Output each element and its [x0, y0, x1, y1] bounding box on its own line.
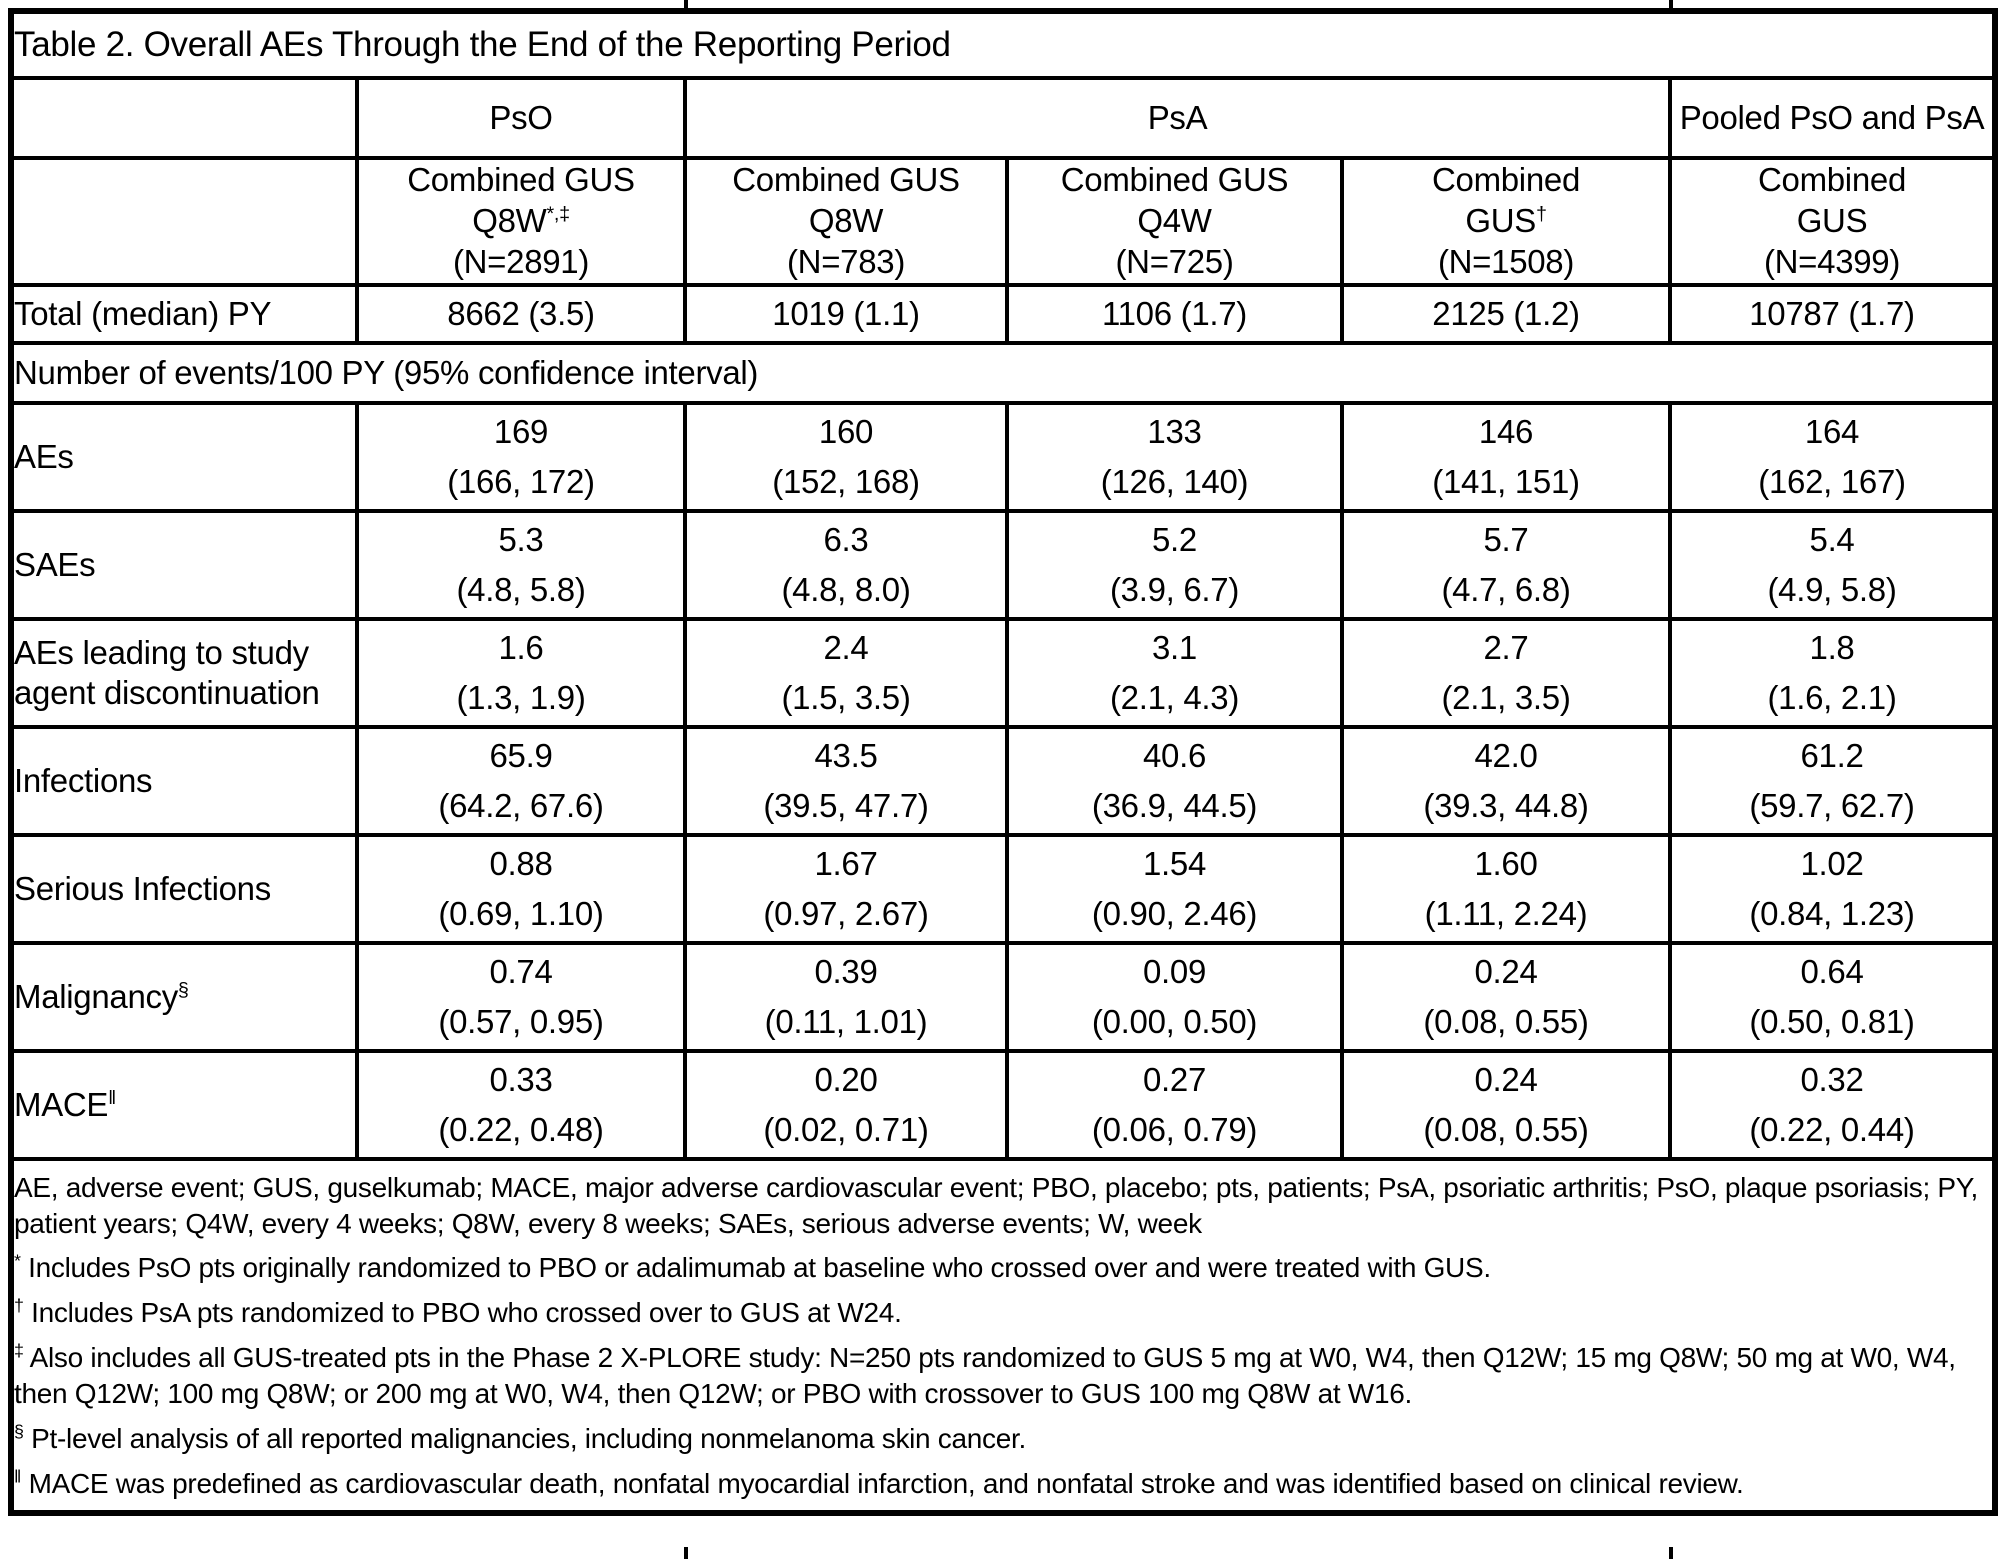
estimate: 2.4: [823, 629, 869, 667]
footnote-marker: ‡: [14, 1340, 24, 1361]
footnote-marker: §: [177, 978, 189, 1001]
row-label-total-py: Total (median) PY: [11, 285, 357, 343]
footnote-double-bar: ‖ MACE was predefined as cardiovascular death, nonfatal myocardial infarction, and nonfatal stroke and was identified based on clinical review.: [14, 1466, 1744, 1499]
col-header-pooled-combined: [1670, 158, 1995, 285]
footnote-double-dagger: ‡ Also includes all GUS-treated pts in the Phase 2 X-PLORE study: N=250 pts randomized to GUS 5 mg at W0, W4, then Q12W; 15 mg Q8W; 50 mg at W0, W4, then Q12W; 100 mg Q8W; or 200 mg at W0, W4, then Q12W; or PBO with crossover to GUS 100 mg Q8W at W16.: [14, 1340, 1956, 1409]
confidence-interval: (0.08, 0.55): [1423, 1002, 1589, 1040]
confidence-interval: (0.69, 1.10): [438, 894, 604, 932]
cell-value: [1342, 403, 1670, 511]
estimate: 164: [1804, 413, 1860, 451]
cell-value: [1342, 511, 1670, 619]
cell-value: [1342, 727, 1670, 835]
cell-value: [685, 943, 1007, 1051]
col-header-n: (N=1508): [1437, 242, 1575, 280]
cell-total-py: 8662 (3.5): [357, 285, 685, 343]
cell-value: [685, 727, 1007, 835]
footnote-marker: ‖: [108, 1086, 117, 1109]
estimate: 0.88: [489, 845, 553, 883]
row-label-serious-infections: Serious Infections: [11, 835, 357, 943]
cell-value: [685, 835, 1007, 943]
cell-value: [1342, 1051, 1670, 1159]
confidence-interval: (39.3, 44.8): [1423, 786, 1589, 824]
table-row-malignancy: [11, 943, 1995, 1051]
cell-value: [1342, 943, 1670, 1051]
overall-aes-table: [8, 8, 1998, 1516]
col-header-line2: Q4W: [1137, 201, 1212, 239]
confidence-interval: (162, 167): [1758, 462, 1906, 500]
confidence-interval: (0.22, 0.48): [438, 1110, 604, 1148]
cell-value: [1670, 511, 1995, 619]
table-title-row: [11, 11, 1995, 78]
confidence-interval: (141, 151): [1432, 462, 1580, 500]
footnotes-row: [11, 1159, 1995, 1514]
estimate: 0.39: [814, 953, 878, 991]
corner-cell-blank: [11, 78, 357, 158]
crop-artifact-tick: [684, 1547, 688, 1559]
table-row-aes-discontinuation: [11, 619, 1995, 727]
col-header-n: (N=2891): [452, 242, 590, 280]
cell-value: [1670, 727, 1995, 835]
confidence-interval: (59.7, 62.7): [1749, 786, 1915, 824]
cell-value: [1670, 403, 1995, 511]
confidence-interval: (0.84, 1.23): [1749, 894, 1915, 932]
estimate: 0.20: [814, 1061, 878, 1099]
cell-value: [1007, 619, 1342, 727]
table-row-aes: [11, 403, 1995, 511]
col-header-line1: Combined GUS: [407, 161, 635, 198]
cell-value: [1342, 835, 1670, 943]
confidence-interval: (0.11, 1.01): [764, 1002, 928, 1040]
confidence-interval: (0.00, 0.50): [1091, 1002, 1258, 1040]
confidence-interval: (0.22, 0.44): [1749, 1110, 1915, 1148]
confidence-interval: (0.90, 2.46): [1091, 894, 1258, 932]
confidence-interval: (152, 168): [772, 462, 920, 500]
table-row-infections: [11, 727, 1995, 835]
estimate: 5.2: [1152, 521, 1197, 559]
cell-value: [685, 511, 1007, 619]
col-header-pso-q8w: [357, 158, 685, 285]
confidence-interval: (0.06, 0.79): [1091, 1110, 1258, 1148]
footnote-marker: §: [14, 1421, 24, 1442]
col-header-line1: Combined: [1757, 161, 1907, 198]
cell-total-py: 2125 (1.2): [1342, 285, 1670, 343]
footnote-asterisk: * Includes PsO pts originally randomized to PBO or adalimumab at baseline who crossed over and were treated with GUS.: [14, 1251, 1491, 1284]
col-header-n: (N=4399): [1763, 242, 1901, 280]
table-row-saes: [11, 511, 1995, 619]
cell-value: [685, 403, 1007, 511]
estimate: 40.6: [1142, 737, 1207, 775]
col-header-line1: Combined GUS: [732, 161, 960, 198]
estimate: 6.3: [823, 521, 869, 559]
confidence-interval: (1.5, 3.5): [781, 678, 911, 716]
estimate: 0.32: [1800, 1061, 1864, 1099]
cell-value: [1007, 511, 1342, 619]
cell-value: [357, 511, 685, 619]
estimate: 0.64: [1800, 953, 1864, 991]
estimate: 2.7: [1483, 629, 1529, 667]
total-py-row: [11, 285, 1995, 343]
cell-total-py: 1019 (1.1): [685, 285, 1007, 343]
group-header-psa: PsA: [685, 78, 1670, 158]
cell-value: [1670, 835, 1995, 943]
estimate: 5.7: [1483, 521, 1529, 559]
estimate: 0.74: [489, 953, 553, 991]
row-label-aes-discontinuation: AEs leading to study agent discontinuation: [11, 619, 357, 727]
confidence-interval: (4.9, 5.8): [1767, 570, 1897, 608]
cell-value: [1007, 727, 1342, 835]
estimate: 169: [493, 413, 549, 451]
group-header-row: [11, 78, 1995, 158]
estimate: 1.54: [1142, 845, 1207, 883]
cell-value: [685, 619, 1007, 727]
estimate: 3.1: [1152, 629, 1197, 667]
table-title: Table 2. Overall AEs Through the End of the Reporting Period: [11, 11, 1995, 78]
col-header-line2: GUS: [1796, 201, 1868, 239]
footnote-marker: *,‡: [546, 202, 570, 225]
cell-value: [357, 1051, 685, 1159]
confidence-interval: (64.2, 67.6): [438, 786, 604, 824]
confidence-interval: (0.50, 0.81): [1749, 1002, 1915, 1040]
row-label-infections: Infections: [11, 727, 357, 835]
estimate: 146: [1478, 413, 1534, 451]
estimate: 5.3: [498, 521, 544, 559]
estimate: 1.67: [814, 845, 878, 883]
estimate: 1.02: [1800, 845, 1864, 883]
estimate: 61.2: [1800, 737, 1864, 775]
confidence-interval: (36.9, 44.5): [1091, 786, 1258, 824]
section-header: Number of events/100 PY (95% confidence interval): [11, 343, 1995, 403]
row-label-saes: SAEs: [11, 511, 357, 619]
row-label-aes: AEs: [11, 403, 357, 511]
estimate: 42.0: [1474, 737, 1538, 775]
estimate: 0.24: [1474, 1061, 1538, 1099]
col-header-line2: Q8W*,‡: [472, 201, 570, 239]
confidence-interval: (2.1, 4.3): [1109, 678, 1240, 716]
estimate: 65.9: [489, 737, 553, 775]
column-header-row: [11, 158, 1995, 285]
estimate: 43.5: [814, 737, 878, 775]
estimate: 160: [818, 413, 874, 451]
col-header-n: (N=725): [1115, 242, 1234, 280]
footnote-marker: ‖: [14, 1466, 22, 1487]
cell-value: [357, 403, 685, 511]
confidence-interval: (1.11, 2.24): [1424, 894, 1588, 932]
confidence-interval: (3.9, 6.7): [1109, 570, 1240, 608]
group-header-pooled: Pooled PsO and PsA: [1670, 78, 1995, 158]
confidence-interval: (0.97, 2.67): [763, 894, 929, 932]
col-header-psa-combined: [1342, 158, 1670, 285]
cell-value: [357, 835, 685, 943]
estimate: 1.8: [1809, 629, 1855, 667]
col-header-line1: Combined GUS: [1060, 161, 1289, 198]
cell-value: [357, 727, 685, 835]
estimate: 0.33: [489, 1061, 553, 1099]
confidence-interval: (0.08, 0.55): [1423, 1110, 1589, 1148]
group-header-pso: PsO: [357, 78, 685, 158]
confidence-interval: (4.8, 8.0): [781, 570, 911, 608]
estimate: 1.60: [1474, 845, 1538, 883]
col-header-line1: Combined: [1431, 161, 1581, 198]
confidence-interval: (1.3, 1.9): [456, 678, 586, 716]
confidence-interval: (2.1, 3.5): [1441, 678, 1571, 716]
abbreviations-note: AE, adverse event; GUS, guselkumab; MACE, major adverse cardiovascular event; PBO, placebo; pts, patients; PsA, psoriatic arthritis; PsO, plaque psoriasis; PY, patient years; Q4W, every 4 weeks; Q8W, every 8 weeks; SAEs, serious adverse events; W, week: [14, 1171, 1979, 1239]
cell-value: [1007, 1051, 1342, 1159]
estimate: 5.4: [1809, 521, 1855, 559]
cell-value: [1670, 619, 1995, 727]
confidence-interval: (0.57, 0.95): [438, 1002, 604, 1040]
cell-total-py: 1106 (1.7): [1007, 285, 1342, 343]
confidence-interval: (126, 140): [1100, 462, 1249, 500]
section-header-row: [11, 343, 1995, 403]
cell-value: [685, 1051, 1007, 1159]
col-header-psa-q4w: [1007, 158, 1342, 285]
estimate: 0.27: [1142, 1061, 1207, 1099]
footnote-marker: *: [14, 1251, 21, 1272]
col-header-line2: GUS†: [1465, 201, 1547, 239]
confidence-interval: (166, 172): [447, 462, 595, 500]
estimate: 0.24: [1474, 953, 1538, 991]
col-header-n: (N=783): [786, 242, 906, 280]
cell-value: [1007, 835, 1342, 943]
estimate: 133: [1147, 413, 1202, 451]
table-row-serious-infections: [11, 835, 1995, 943]
corner-cell-blank: [11, 158, 357, 285]
confidence-interval: (0.02, 0.71): [763, 1110, 929, 1148]
row-label-mace: MACE‖: [11, 1051, 357, 1159]
cell-value: [1007, 403, 1342, 511]
confidence-interval: (39.5, 47.7): [763, 786, 929, 824]
footnotes-block: [11, 1159, 1995, 1514]
cell-total-py: 10787 (1.7): [1670, 285, 1995, 343]
table-row-mace: [11, 1051, 1995, 1159]
footnote-section-sign: § Pt-level analysis of all reported malignancies, including nonmelanoma skin cancer.: [14, 1421, 1026, 1454]
estimate: 0.09: [1142, 953, 1207, 991]
confidence-interval: (4.8, 5.8): [456, 570, 586, 608]
col-header-psa-q8w: [685, 158, 1007, 285]
confidence-interval: (4.7, 6.8): [1441, 570, 1571, 608]
cell-value: [1342, 619, 1670, 727]
estimate: 1.6: [498, 629, 544, 667]
cell-value: [1670, 1051, 1995, 1159]
confidence-interval: (1.6, 2.1): [1767, 678, 1897, 716]
row-label-malignancy: Malignancy§: [11, 943, 357, 1051]
footnote-marker: †: [1535, 202, 1547, 225]
crop-artifact-tick: [1669, 1547, 1673, 1559]
col-header-line2: Q8W: [808, 201, 884, 239]
cell-value: [357, 619, 685, 727]
cell-value: [1670, 943, 1995, 1051]
footnote-marker: †: [14, 1295, 24, 1316]
cell-value: [357, 943, 685, 1051]
cell-value: [1007, 943, 1342, 1051]
footnote-dagger: † Includes PsA pts randomized to PBO who crossed over to GUS at W24.: [14, 1295, 902, 1329]
